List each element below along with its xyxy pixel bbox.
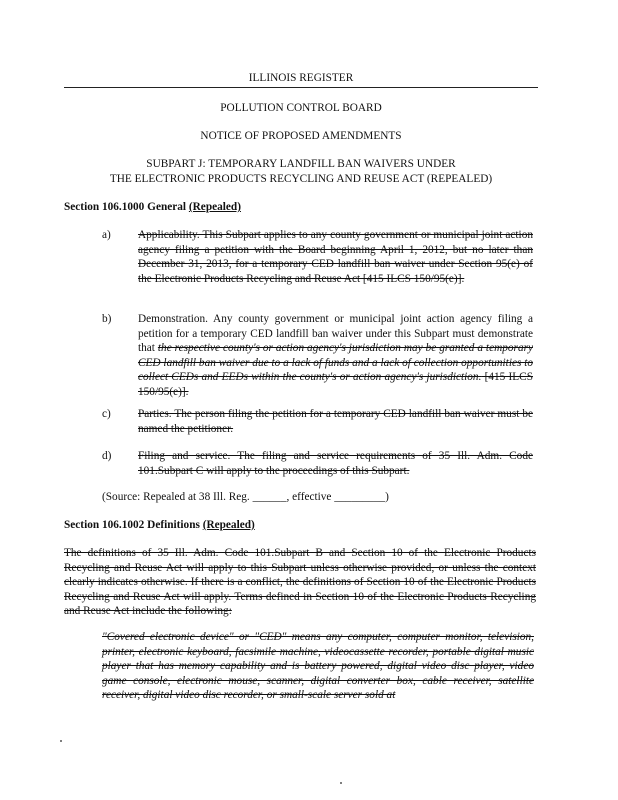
board-name: POLLUTION CONTROL BOARD <box>220 102 382 114</box>
notice-title: NOTICE OF PROPOSED AMENDMENTS <box>200 130 402 142</box>
item-a-label: a) <box>102 229 111 241</box>
register-header: ILLINOIS REGISTER <box>248 72 354 84</box>
scan-speck <box>60 740 62 742</box>
definitions-intro: The definitions of 35 Ill. Adm. Code 101.Subpart B and Section 10 of the Electronic Products Recycling and Reuse Act will apply to this Subpart unless otherwise provided, or unless the context clearly indicates otherwise. If there is a conflict, the definitions of Section 10 of the Electronic Products Recycling and Reuse Act will apply. Terms defined in Section 10 of the Electronic Products Recycling and Reuse Act include the following: <box>64 547 536 618</box>
section-1002-title: Section 106.1002 Definitions <box>64 519 203 531</box>
subpart-title-line2: THE ELECTRONIC PRODUCTS RECYCLING AND REUSE ACT (REPEALED) <box>109 173 493 185</box>
item-b-label: b) <box>102 313 112 325</box>
item-b-text-c: [415 ILCS 150/95(e)]. <box>138 371 533 398</box>
item-b-text-a: Demonstration. Any county government or municipal joint action agency filing a petition for a temporary CED landfill ban waiver under this Subpart must demonstrate that <box>138 313 533 355</box>
item-a-text: Applicability. This Subpart applies to any county government or municipal joint action agency filing a petition with the Board beginning April 1, 2012, but no later than December 31, 2013, for a temporary CED landfill ban waiver under Section 95(e) of the Electronic Products Recycling and Reuse Act [415 ILCS 150/95(e)]. <box>138 229 533 285</box>
section-1002-repealed: (Repealed) <box>202 519 255 531</box>
item-c-text: Parties. The person filing the petition for a temporary CED landfill ban waiver must be named the petitioner. <box>138 408 533 435</box>
section-1000-heading <box>64 200 241 215</box>
item-d-text: Filing and service. The filing and service requirements of 35 Ill. Adm. Code 101.Subpart C will apply to the proceedings of this Subpart. <box>138 450 533 477</box>
source-note: (Source: Repealed at 38 Ill. Reg. ______, effective _________) <box>102 491 389 503</box>
section-1002-heading <box>64 518 255 533</box>
section-1000-repealed: (Repealed) <box>188 201 241 213</box>
item-c-label: c) <box>102 408 111 420</box>
ced-definition: "Covered electronic device" or "CED" means any computer, computer monitor, television, printer, electronic keyboard, facsimile machine, videocassette recorder, portable digital music player that has memory capability and is battery powered, digital video disc player, video game console, electronic mouse, scanner, digital converter box, cable receiver, satellite receiver, digital video disc recorder, or small-scale server sold at <box>102 631 534 702</box>
section-1000-title: Section 106.1000 General <box>64 201 189 213</box>
item-b-text-b: the respective county's or action agency's jurisdiction may be granted a temporary CED landfill ban waiver due to a lack of funds and a lack of collection opportunities to collect CEDs and EEDs within the county's or action agency's jurisdiction. <box>138 342 533 384</box>
scan-speck <box>340 782 342 784</box>
item-b-text <box>138 312 533 400</box>
header-rule <box>64 87 538 88</box>
item-d-label: d) <box>102 450 112 462</box>
subpart-title-line1: SUBPART J: TEMPORARY LANDFILL BAN WAIVERS UNDER <box>146 158 456 170</box>
